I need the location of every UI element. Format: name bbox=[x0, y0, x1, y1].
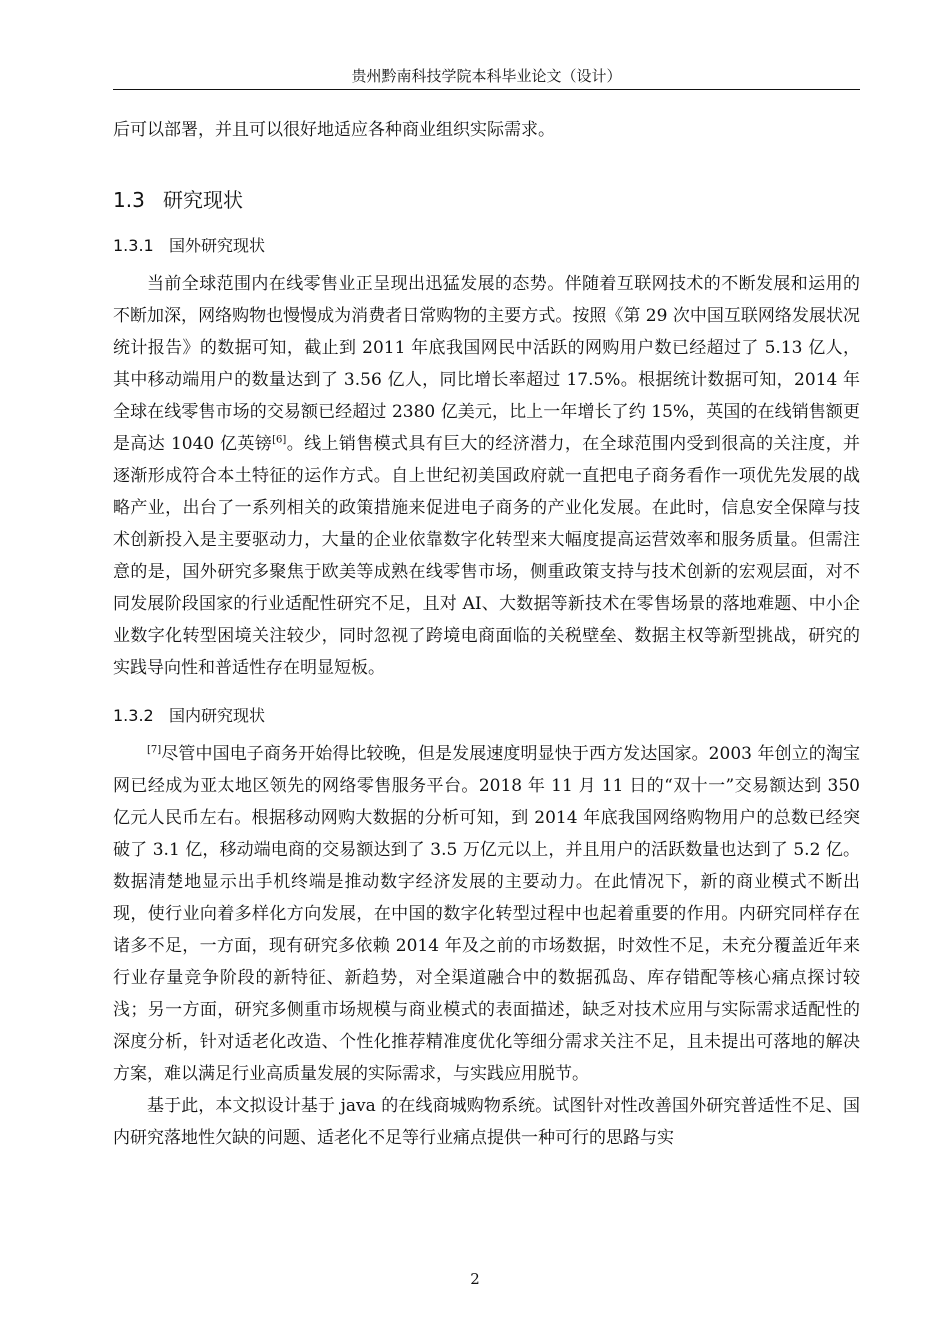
paragraph-text: 当前全球范围内在线零售业正呈现出迅猛发展的态势。伴随着互联网技术的不断发展和运用的不断加深，网络购物也慢慢成为消费者日常购物的主要方式。按照《第 29 次中国互联网络发展状况统计报告》的数据可知，截止到 2011 年底我国网民中活跃的网购用户数已经超过了 5.13 亿人，其中移动端用户的数量达到了 3.56 亿人，同比增长率超过 17.5%。根据统计数据可知，2014 年全球在线零售市场的交易额已经超过 2380 亿美元，比上一年增长了约 15%，英国的在线销售额更是高达 1040 亿英镑 bbox=[113, 274, 860, 454]
continued-paragraph: 后可以部署，并且可以很好地适应各种商业组织实际需求。 bbox=[113, 120, 555, 140]
subsection-number: 1.3.2 bbox=[113, 706, 154, 725]
subsection-heading-domestic bbox=[113, 704, 860, 728]
paragraph-conclusion: 基于此，本文拟设计基于 java 的在线商城购物系统。试图针对性改善国外研究普适性不足、国内研究落地性欠缺的问题、适老化不足等行业痛点提供一种可行的思路与实 bbox=[113, 1096, 860, 1148]
citation-ref: [6] bbox=[272, 434, 287, 446]
section-title: 研究现状 bbox=[163, 188, 243, 212]
section-number: 1.3 bbox=[113, 188, 145, 212]
subsection-heading-foreign bbox=[113, 234, 860, 258]
paragraph-foreign-research bbox=[113, 268, 860, 684]
page-header-title: 贵州黔南科技学院本科毕业论文（设计） bbox=[351, 67, 622, 85]
header-divider bbox=[113, 89, 860, 90]
page-body bbox=[113, 114, 860, 1154]
paragraph-text: 尽管中国电子商务开始得比较晚，但是发展速度明显快于西方发达国家。2003 年创立的淘宝网已经成为亚太地区领先的网络零售服务平台。2018 年 11 月 11 日的“双十一”交易额达到 350 亿元人民币左右。根据移动网购大数据的分析可知，到 2014 年底我国网络购物用户的总数已经突破了 3.1 亿，移动端电商的交易额达到了 3.5 万亿元以上，并且用户的活跃数量也达到了 5.2 亿。数据清楚地显示出手机终端是推动数字经济发展的主要动力。在此情况下，新的商业模式不断出现，使行业向着多样化方向发展，在中国的数字化转型过程中也起着重要的作用。内研究同样存在诸多不足，一方面，现有研究多依赖 2014 年及之前的市场数据，时效性不足，未充分覆盖近年来行业存量竞争阶段的新特征、新趋势，对全渠道融合中的数据孤岛、库存错配等核心痛点探讨较浅；另一方面，研究多侧重市场规模与商业模式的表面描述，缺乏对技术应用与实际需求适配性的深度分析，针对适老化改造、个性化推荐精准度优化等细分需求关注不足，且未提出可落地的解决方案，难以满足行业高质量发展的实际需求，与实践应用脱节。 bbox=[113, 744, 860, 1084]
section-heading bbox=[113, 186, 860, 214]
subsection-title: 国外研究现状 bbox=[169, 236, 266, 255]
subsection-number: 1.3.1 bbox=[113, 236, 154, 255]
page-number: 2 bbox=[470, 1270, 480, 1288]
paragraph-domestic-research bbox=[113, 738, 860, 1090]
citation-ref: [7] bbox=[147, 744, 162, 756]
subsection-title: 国内研究现状 bbox=[169, 706, 266, 725]
paragraph-text: 。线上销售模式具有巨大的经济潜力，在全球范围内受到很高的关注度，并逐渐形成符合本土特征的运作方式。自上世纪初美国政府就一直把电子商务看作一项优先发展的战略产业，出台了一系列相关的政策措施来促进电子商务的产业化发展。在此时，信息安全保障与技术创新投入是主要驱动力，大量的企业依靠数字化转型来大幅度提高运营效率和服务质量。但需注意的是，国外研究多聚焦于欧美等成熟在线零售市场，侧重政策支持与技术创新的宏观层面，对不同发展阶段国家的行业适配性研究不足，且对 AI、大数据等新技术在零售场景的落地难题、中小企业数字化转型困境关注较少，同时忽视了跨境电商面临的关税壁垒、数据主权等新型挑战，研究的实践导向性和普适性存在明显短板。 bbox=[113, 434, 861, 678]
